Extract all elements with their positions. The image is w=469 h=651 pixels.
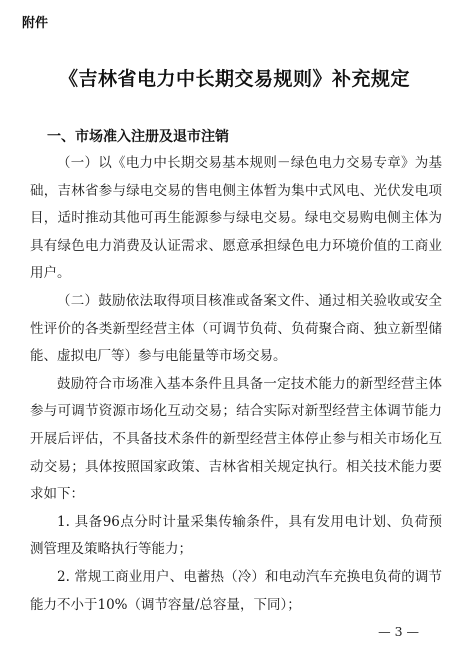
paragraph: 鼓励符合市场准入基本条件且具备一定技术能力的新型经营主体参与可调节资源市场化互动交易；结合实际对新型经营主体调节能力开展后评估，不具备技术条件的新型经营主体停止参与相关市场化互动交易；具体按照国家政策、吉林省相关规定执行。相关技术能力要求如下： xyxy=(30,375,442,503)
paragraph: （一）以《电力中长期交易基本规则－绿色电力交易专章》为基础，吉林省参与绿电交易的售电侧主体暂为集中式风电、光伏发电项目，适时推动其他可再生能源参与绿电交易。绿电交易购电侧主体为具有绿色电力消费及认证需求、愿意承担绿色电力环境价值的工商业用户。 xyxy=(30,155,442,282)
document-body xyxy=(30,150,442,619)
paragraph: 1. 具备96点分时计量采集传输条件，具有发用电计划、负荷预测管理及策略执行等能力； xyxy=(30,513,442,558)
document-title: 《吉林省电力中长期交易规则》补充规定 xyxy=(58,68,410,90)
page-number: — 3 — xyxy=(378,624,419,639)
paragraph: 2. 常规工商业用户、电蓄热（冷）和电动汽车充换电负荷的调节能力不小于10%（调节容量/总容量，下同）； xyxy=(30,568,442,613)
paragraph: （二）鼓励依法取得项目核准或备案文件、通过相关验收或安全性评价的各类新型经营主体（可调节负荷、负荷聚合商、独立新型储能、虚拟电厂等）参与电能量等市场交易。 xyxy=(30,292,442,365)
section-heading: 一、市场准入注册及退市注销 xyxy=(47,129,229,145)
attachment-label: 附件 xyxy=(22,16,49,31)
